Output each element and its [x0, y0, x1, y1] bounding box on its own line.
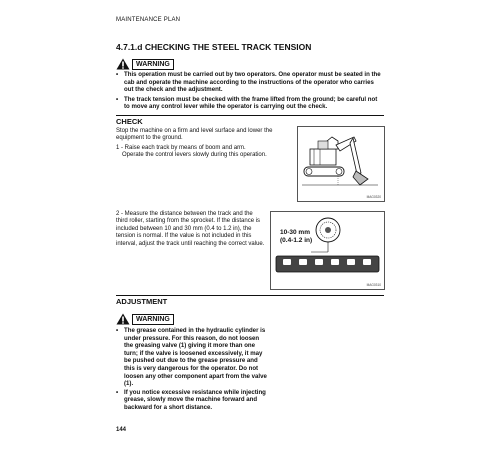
bullet-text: The track tension must be checked with the frame lifted from the ground; be careful not to move any control lever while the operator is carrying out the check.	[124, 95, 378, 111]
warning-label	[116, 58, 174, 70]
warning-text: WARNING	[132, 59, 174, 70]
measurement-mm: 10-30 mm	[280, 229, 310, 236]
check-heading: CHECK	[116, 117, 143, 126]
adjustment-heading: ADJUSTMENT	[116, 297, 168, 306]
check-intro: Stop the machine on a firm and level surface and lower the equipment to the ground.	[116, 128, 273, 142]
bullet-text: This operation must be carried out by two operators. One operator must be seated in the cab and operate the machine according to the instructions of the operator who carries out the check and the adjustment.	[124, 71, 381, 94]
section-rule	[116, 295, 384, 296]
warning-text: WARNING	[132, 314, 174, 325]
track-illustration	[271, 212, 384, 289]
list-item	[116, 389, 267, 412]
section-title: 4.7.1.d CHECKING THE STEEL TRACK TENSION	[116, 42, 312, 52]
bullet-dot: •	[116, 71, 119, 78]
figure-code: MAG0320	[366, 195, 381, 199]
figure-excavator	[297, 126, 385, 202]
step-2-text: 2 - Measure the distance between the track and the third roller, starting from the sprocket. If the distance is included between 10 and 30 mm (0.4 to 1.2 in), the tension is normal. If the value is not included in this interval, adjust the track until reaching the correct value.	[116, 211, 265, 247]
bullet-dot: •	[116, 95, 119, 103]
list-item	[116, 71, 384, 94]
running-head: MAINTENANCE PLAN	[116, 17, 181, 23]
page-number: 144	[116, 427, 127, 433]
warning-triangle-icon	[116, 58, 130, 70]
bullet-text: If you notice excessive resistance while injecting grease, slowly move the machine forward and backward for a short distance.	[124, 388, 266, 411]
step-1-title: 1 - Raise each track by means of boom and arm.	[116, 145, 246, 151]
excavator-illustration	[298, 127, 384, 201]
list-item	[116, 327, 267, 388]
warning-triangle-icon	[116, 313, 130, 325]
adjustment-warning-list	[116, 327, 267, 412]
top-warning-list	[116, 71, 384, 111]
section-rule	[116, 115, 384, 116]
bullet-text: The grease contained in the hydraulic cylinder is under pressure. For this reason, do not loosen the greasing valve (1) giving it more than one turn; if the valve is loosened excessively, it may be pushed out due to the grease pressure and this is very dangerous for the operator. Do not loosen any other component apart from the valve (1).	[124, 327, 267, 388]
figure-track-measurement	[270, 211, 385, 290]
step-1-detail: Operate the control levers slowly during this operation.	[122, 152, 267, 158]
bullet-dot: •	[116, 327, 119, 334]
list-item	[116, 96, 384, 111]
warning-label	[116, 313, 174, 325]
bullet-dot: •	[116, 388, 119, 396]
measurement-in: (0.4-1.2 in)	[280, 237, 313, 244]
figure-code: MAG0310	[366, 283, 381, 287]
